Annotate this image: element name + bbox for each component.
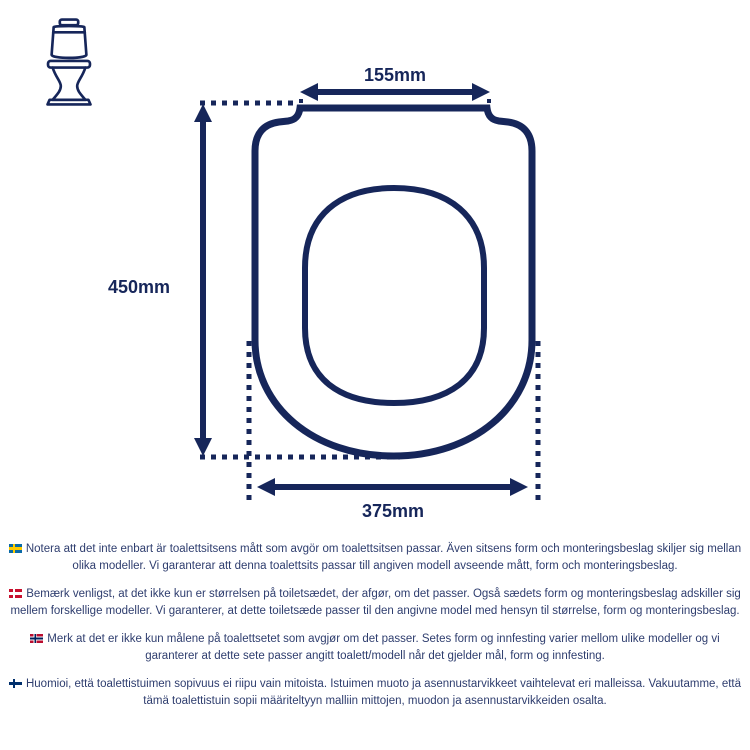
arrowhead [257,478,275,496]
seat-opening-outline [305,188,484,403]
dim-top-width-label: 155mm [363,65,427,85]
sweden-flag-icon [9,544,22,553]
note-finnish [4,676,746,709]
fit-notes [4,541,746,721]
arrowhead [194,438,212,456]
arrowhead [300,83,318,101]
finland-flag-icon [9,679,22,688]
note-norwegian [4,631,746,664]
note-swedish [4,541,746,574]
dim-bottom-width-label: 375mm [361,501,425,521]
note-text: Notera att det inte enbart är toalettsitsens mått som avgör om toalettsitsen passar. Även sitsens form och monteringsbeslag skiljer sig mellan olika modeller. Vi garanterar att denna toalettsits passar till angiven modell avseende mått, form och monteringsbeslag. [25,543,742,572]
norway-flag-icon [30,634,43,643]
arrowhead [194,104,212,122]
note-text: Bemærk venligst, at det ikke kun er størrelsen på toiletsædet, der afgør, om det passer. Også sædets form og monteringsbeslag adskiller sig mellem forskellige modeller. Vi garanterer, at dette toiletsæde passer til den angivne model med hensyn til størrelse, form og monteringsbeslag. [10,588,741,617]
arrowhead [510,478,528,496]
denmark-flag-icon [9,589,22,598]
note-danish [4,586,746,619]
dim-height-label: 450mm [107,277,170,297]
note-text: Merk at det er ikke kun målene på toalettsetet som avgjør om det passer. Setes form og innfesting varier mellom ulike modeller og vi garanterer at dette sete passer angitt toalett/modell når det gjelder mål, form og innfesting. [47,633,720,662]
note-text: Huomioi, että toalettistuimen sopivuus ei riipu vain mitoista. Istuimen muoto ja asennustarvikkeet vaihtelevat eri malleissa. Vakuutamme, että tämä toalettistuin sopii määriteltyyn malliin mittojen, muodon ja asennustarvikkeiden osalta. [25,678,742,707]
arrowhead [472,83,490,101]
